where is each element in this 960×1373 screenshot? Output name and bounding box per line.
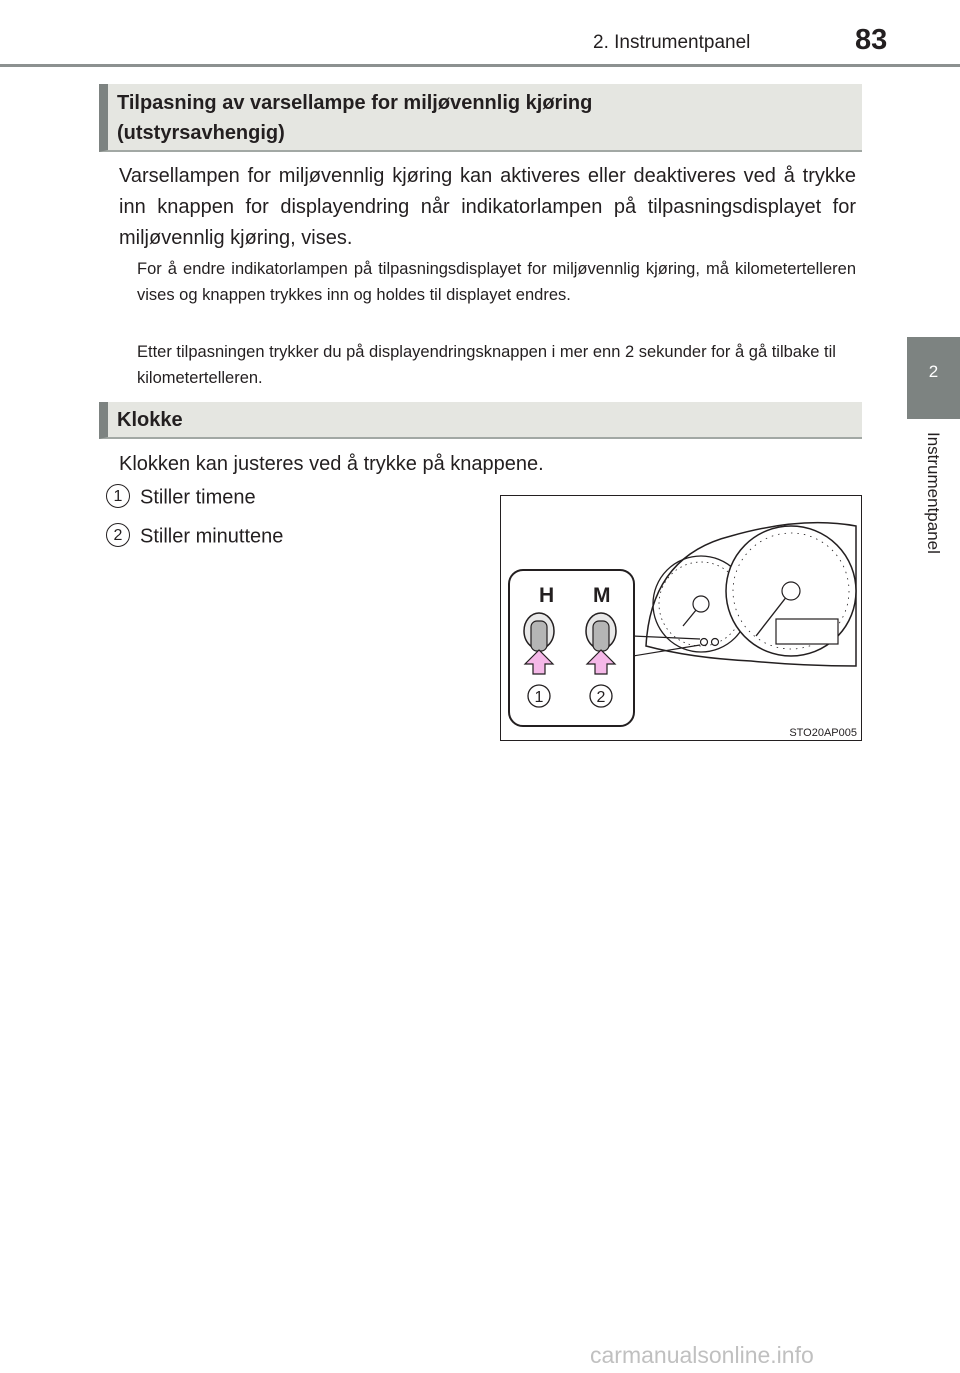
step-number-1: 1 (106, 484, 130, 508)
large-gauge-hub (782, 582, 800, 600)
callout-number-2: 2 (596, 689, 606, 706)
chapter-tab[interactable] (907, 337, 960, 419)
page-number: 83 (855, 24, 888, 56)
small-gauge-hub (693, 596, 709, 612)
eco-lamp-body: Varsellampen for miljøvennlig kjøring kan aktiveres eller deaktiveres ved å trykke inn knappen for displayendring når indikatorlampen på tilpasningsdisplayet for miljøvennlig kjøring, vises. (119, 165, 856, 249)
zoom-callout-box (509, 570, 634, 726)
step-label-1: Stiller timene (140, 486, 256, 509)
chapter-tab-label: Instrumentpanel (924, 432, 943, 554)
m-knob-shaft (593, 621, 609, 651)
section-heading-eco-lamp (99, 84, 862, 152)
step-number-2: 2 (106, 523, 130, 547)
h-knob-shaft (531, 621, 547, 651)
section-heading-clock-text: Klokke (117, 409, 183, 431)
section-heading-line1: Tilpasning av varsellampe for miljøvennlig kjøring (117, 92, 593, 114)
step-1 (106, 486, 256, 510)
cluster-button-m (712, 639, 719, 646)
step-2 (106, 525, 283, 549)
header-rule (0, 64, 960, 67)
cluster-button-h (701, 639, 708, 646)
figure-code: STO20AP005 (789, 727, 857, 739)
eco-lamp-note-1: For å endre indikatorlampen på tilpasningsdisplayet for miljøvennlig kjøring, må kilometertelleren vises og knappen trykkes inn og holdes til displayet endres. (137, 260, 856, 304)
chapter-tab-number: 2 (928, 362, 939, 381)
button-label-h: H (539, 584, 555, 607)
illustration-svg (501, 496, 863, 742)
callout-number-1: 1 (534, 689, 544, 706)
watermark: carmanualsonline.info (590, 1342, 814, 1368)
step-label-2: Stiller minuttene (140, 525, 284, 548)
running-header-title: 2. Instrumentpanel (593, 32, 751, 53)
clock-buttons-illustration (500, 495, 862, 741)
section-heading-line2: (utstyrsavhengig) (117, 122, 285, 144)
clock-body: Klokken kan justeres ved å trykke på knappene. (119, 453, 544, 475)
lcd-display (776, 619, 838, 644)
section-heading-clock (99, 402, 862, 439)
eco-lamp-note-2: Etter tilpasningen trykker du på displayendringsknappen i mer enn 2 sekunder for å gå tilbake til kilometertelleren. (137, 343, 836, 387)
button-label-m: M (593, 584, 611, 607)
